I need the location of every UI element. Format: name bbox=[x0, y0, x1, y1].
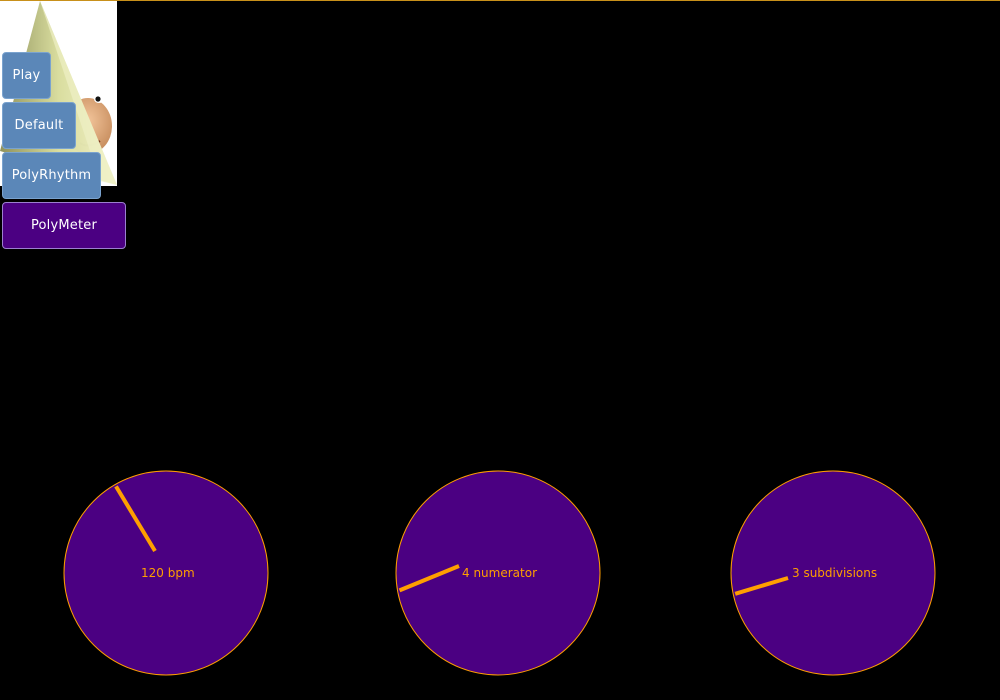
subdivisions-dial-label: 3 subdivisions bbox=[792, 566, 878, 580]
polymeter-button[interactable]: PolyMeter bbox=[2, 202, 126, 249]
default-button[interactable]: Default bbox=[2, 102, 76, 149]
numerator-dial[interactable] bbox=[395, 470, 601, 676]
polyrhythm-button[interactable]: PolyRhythm bbox=[2, 152, 101, 199]
subdivisions-dial[interactable] bbox=[730, 470, 936, 676]
play-button[interactable]: Play bbox=[2, 52, 51, 99]
bpm-dial[interactable] bbox=[63, 470, 269, 676]
bpm-dial-label: 120 bpm bbox=[141, 566, 195, 580]
numerator-dial-label: 4 numerator bbox=[462, 566, 537, 580]
